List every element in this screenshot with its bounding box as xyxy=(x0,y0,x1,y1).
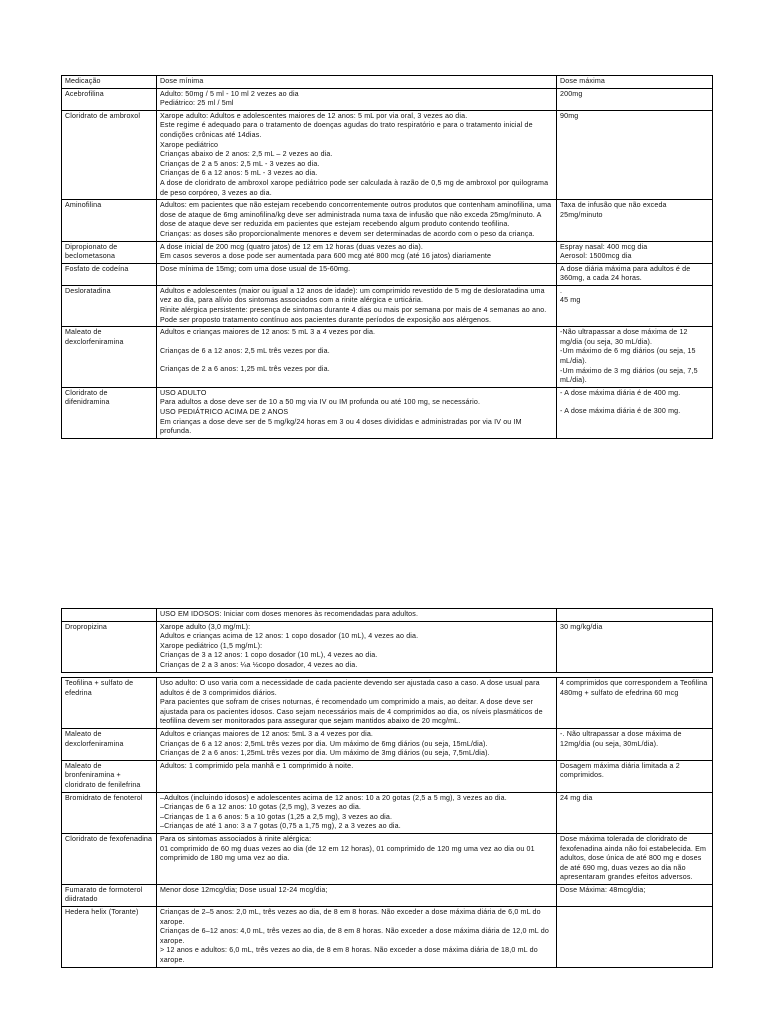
medication-cell xyxy=(62,621,157,672)
medication-cell-text: Cloridrato de ambroxol xyxy=(65,111,141,120)
min-dose-cell-line: A dose de cloridrato de ambroxol xarope pediátrico pode ser calculada à razão de 0,5 mg de ambroxol por quilograma de peso corpóreo, 3 vezes ao dia. xyxy=(160,178,549,197)
min-dose-cell-line: Adultos: em pacientes que não estejam recebendo concorrentemente outros produtos que contenham aminofilina, uma dose de ataque de 6mg aminofilina/kg deve ser administrada numa taxa de infusão que não exceda 25mg/minuto. A dose de ataque deve ser reduzida em pacientes que estejam recebendo algum produto contendo teofilina. xyxy=(160,201,552,229)
medication-cell-text: Teofilina + sulfato de efedrina xyxy=(65,679,134,697)
medication-cell xyxy=(62,88,157,110)
min-dose-cell xyxy=(157,241,557,263)
min-dose-cell-line: Xarope pediátrico (1,5 mg/mL): xyxy=(160,641,263,650)
medication-cell-text: Cloridrato de fexofenadina xyxy=(65,834,153,843)
max-dose-cell-line: 45 mg xyxy=(560,296,581,305)
min-dose-cell-line: USO PEDIÁTRICO ACIMA DE 2 ANOS xyxy=(160,408,289,416)
medication-cell xyxy=(62,792,157,833)
min-dose-cell-line: 01 comprimido de 60 mg duas vezes ao dia (de 12 em 12 horas), 01 comprimido de 120 mg uma vez ao dia ou 01 comprimido de 180 mg uma vez ao dia. xyxy=(160,844,535,863)
table-row xyxy=(62,263,713,285)
min-dose-cell xyxy=(157,387,557,438)
min-dose-cell-line: Crianças de 3 a 12 anos: 1 copo dosador (10 mL), 4 vezes ao dia. xyxy=(160,651,378,660)
max-dose-cell-line: 30 mg/kg/dia xyxy=(560,622,603,631)
table-row xyxy=(62,907,713,968)
column-header xyxy=(157,76,557,89)
max-dose-cell xyxy=(557,327,713,388)
table-3-body xyxy=(62,678,713,968)
medication-cell-text: Maleato de dexclorfeniramina xyxy=(65,729,124,748)
dosage-table-1 xyxy=(61,75,713,439)
column-header-text: Medicação xyxy=(65,77,101,85)
table-row xyxy=(62,792,713,833)
min-dose-cell xyxy=(157,678,557,729)
max-dose-cell-line: Taxa de infusão que não exceda 25mg/minuto xyxy=(560,201,667,219)
max-dose-cell xyxy=(557,609,713,622)
min-dose-cell-line: Para adultos a dose deve ser de 10 a 50 mg via IV ou IM profunda ou até 100 mg, se necessário. xyxy=(160,398,481,407)
medication-cell-text: Dropropizina xyxy=(65,622,108,631)
dosage-table-2 xyxy=(61,608,713,673)
medication-cell xyxy=(62,884,157,906)
medication-cell xyxy=(62,907,157,968)
max-dose-cell-line: - A dose máxima diária é de 300 mg. xyxy=(560,407,681,416)
min-dose-cell xyxy=(157,609,557,622)
min-dose-cell-line: Para pacientes que sofram de crises noturnas, é recomendado um comprimido a mais, ao deitar. A dose deve ser ajustada para os pacientes idosos. Caso sejam necessários mais de 4 comprimidos ao dia, os níveis plasmáticos de teofilina devem ser monitorados para assegurar que sejam mantidos abaixo de 20 mcg/mL. xyxy=(160,698,543,726)
table-row xyxy=(62,88,713,110)
min-dose-cell-line: –Crianças de até 1 ano: 3 a 7 gotas (0,75 a 1,75 mg), 2 a 3 vezes ao dia. xyxy=(160,822,401,831)
max-dose-cell-line: Dosagem máxima diária limitada a 2 comprimidos. xyxy=(560,761,680,780)
max-dose-cell xyxy=(557,907,713,968)
min-dose-cell-line: Para os sintomas associados à rinite alérgica: xyxy=(160,834,312,843)
min-dose-cell xyxy=(157,263,557,285)
min-dose-cell xyxy=(157,884,557,906)
max-dose-cell-line: -Um máximo de 6 mg diários (ou seja, 15 mL/dia). xyxy=(560,347,696,366)
table-row xyxy=(62,760,713,792)
table-2-body xyxy=(62,609,713,673)
max-dose-cell xyxy=(557,88,713,110)
max-dose-cell-line: . xyxy=(560,286,563,295)
min-dose-cell-line: Menor dose 12mcg/dia; Dose usual 12-24 mcg/dia; xyxy=(160,885,328,894)
min-dose-cell-line: A dose inicial de 200 mcg (quatro jatos) de 12 em 12 horas (duas vezes ao dia). xyxy=(160,242,424,251)
table-row xyxy=(62,728,713,760)
min-dose-cell-line: Crianças de 2 a 6 anos: 1,25mL três vezes por dia. Um máximo de 3mg diários (ou seja, 7,5mL/dia). xyxy=(160,749,490,758)
min-dose-cell xyxy=(157,327,557,388)
min-dose-cell-line: Xarope adulto (3,0 mg/mL): xyxy=(160,622,251,631)
max-dose-cell xyxy=(557,833,713,884)
min-dose-cell-line: –Adultos (incluindo idosos) e adolescentes acima de 12 anos: 10 a 20 gotas (2,5 a 5 mg), 3 vezes ao dia. xyxy=(160,793,507,802)
max-dose-cell-line: Espray nasal: 400 mcg dia xyxy=(560,242,648,251)
table-1-body xyxy=(62,76,713,439)
min-dose-cell-line: Em casos severos a dose pode ser aumentada para 600 mcg até 800 mcg (até 16 jatos) diariamente xyxy=(160,252,492,261)
min-dose-cell-line: Crianças de 6 a 12 anos: 5 mL - 3 vezes ao dia. xyxy=(160,169,318,178)
min-dose-cell-line: Crianças de 2 a 5 anos: 2,5 mL - 3 vezes ao dia. xyxy=(160,159,320,168)
min-dose-cell-line: Crianças de 6 a 12 anos: 2,5 mL três vezes por dia. xyxy=(160,346,330,355)
min-dose-cell-line: –Crianças de 6 a 12 anos: 10 gotas (2,5 mg), 3 vezes ao dia. xyxy=(160,803,362,812)
medication-cell xyxy=(62,241,157,263)
max-dose-cell xyxy=(557,678,713,729)
table-row xyxy=(62,110,713,199)
medication-cell xyxy=(62,760,157,792)
medication-cell xyxy=(62,285,157,326)
min-dose-cell-line: > 12 anos e adultos: 6,0 mL, três vezes ao dia, de 8 em 8 horas. Não exceder a dose máxima diária de 18,0 mL do xarope. xyxy=(160,946,538,965)
medication-cell-text: Fumarato de formoterol diidratado xyxy=(65,885,143,904)
min-dose-cell xyxy=(157,792,557,833)
max-dose-cell-line: -. Não ultrapassar a dose máxima de 12mg/dia (ou seja, 30mL/dia). xyxy=(560,729,682,748)
max-dose-cell-line: -Um máximo de 3 mg diários (ou seja, 7,5 mL/dia). xyxy=(560,366,698,385)
min-dose-cell-line: Crianças abaixo de 2 anos: 2,5 mL – 2 vezes ao dia. xyxy=(160,150,333,159)
dosage-table-3 xyxy=(61,677,713,968)
medication-cell-text: Bromidrato de fenoterol xyxy=(65,793,143,802)
max-dose-cell xyxy=(557,241,713,263)
max-dose-cell xyxy=(557,285,713,326)
min-dose-cell xyxy=(157,200,557,241)
max-dose-cell xyxy=(557,387,713,438)
medication-cell xyxy=(62,609,157,622)
min-dose-cell-spacer xyxy=(160,338,553,347)
max-dose-cell-line: Dose Máxima: 48mcg/dia; xyxy=(560,885,646,894)
max-dose-cell-spacer xyxy=(560,398,709,407)
header-row xyxy=(62,76,713,89)
min-dose-cell xyxy=(157,833,557,884)
table-row xyxy=(62,884,713,906)
min-dose-cell xyxy=(157,285,557,326)
min-dose-cell xyxy=(157,110,557,199)
min-dose-cell-line: USO EM IDOSOS: Iniciar com doses menores às recomendadas para adultos. xyxy=(160,610,419,618)
min-dose-cell-line: Crianças: as doses são proporcionalmente menores e devem ser determinadas de acordo com o peso da criança. xyxy=(160,229,535,238)
max-dose-cell xyxy=(557,110,713,199)
min-dose-cell-line: Adulto: 50mg / 5 ml - 10 ml 2 vezes ao dia xyxy=(160,89,299,98)
medication-cell xyxy=(62,200,157,241)
max-dose-cell xyxy=(557,792,713,833)
min-dose-cell-spacer xyxy=(160,356,553,365)
table-row xyxy=(62,387,713,438)
table-row xyxy=(62,833,713,884)
max-dose-cell-line: 4 comprimidos que correspondem a Teofilina 480mg + sulfato de efedrina 60 mcg xyxy=(560,679,708,697)
table-row xyxy=(62,609,713,622)
min-dose-cell xyxy=(157,621,557,672)
medication-cell-text: Maleato de bronfeniramina + cloridrato de fenilefrina xyxy=(65,761,141,789)
table-row xyxy=(62,621,713,672)
max-dose-cell xyxy=(557,884,713,906)
min-dose-cell-line: Dose mínima de 15mg; com uma dose usual de 15-60mg. xyxy=(160,264,351,273)
min-dose-cell-line: Adultos e adolescentes (maior ou igual a 12 anos de idade): um comprimido revestido de 5 mg de desloratadina uma vez ao dia, para alívio dos sintomas associados com a rinite alérgica e urticária. xyxy=(160,286,545,305)
min-dose-cell xyxy=(157,907,557,968)
max-dose-cell-line: 24 mg dia xyxy=(560,793,593,802)
table-row xyxy=(62,285,713,326)
min-dose-cell-line: Crianças de 6–12 anos: 4,0 mL, três vezes ao dia, de 8 em 8 horas. Não exceder a dose máxima diária de 12,0 mL do xarope. xyxy=(160,927,549,945)
max-dose-cell-line: 200mg xyxy=(560,89,583,98)
min-dose-cell-line: Crianças de 6 a 12 anos: 2,5mL três vezes por dia. Um máximo de 6mg diários (ou seja, 15mL/dia). xyxy=(160,739,488,748)
column-header-text: Dose mínima xyxy=(160,77,204,85)
min-dose-cell xyxy=(157,88,557,110)
min-dose-cell-line: Rinite alérgica persistente: presença de sintomas durante 4 dias ou mais por semana por mais de 4 semanas ao ano. Pode ser proposto tratamento contínuo aos pacientes durante períodos de exposição aos alérgenos. xyxy=(160,306,547,324)
medication-cell xyxy=(62,728,157,760)
min-dose-cell-line: Adultos e crianças maiores de 12 anos: 5mL 3 a 4 vezes por dia. xyxy=(160,729,374,738)
min-dose-cell-line: Uso adulto: O uso varia com a necessidade de cada paciente devendo ser ajustada caso a caso. A dose usual para adultos é de 3 comprimidos diários. xyxy=(160,679,540,697)
column-header-text: Dose máxima xyxy=(560,77,606,85)
medication-cell xyxy=(62,327,157,388)
medication-cell-text: Maleato de dexclorfeniramina xyxy=(65,328,124,346)
min-dose-cell-line: Crianças de 2 a 3 anos: ¼a ½copo dosador, 4 vezes ao dia. xyxy=(160,660,358,669)
column-header xyxy=(557,76,713,89)
max-dose-cell xyxy=(557,200,713,241)
table-row xyxy=(62,200,713,241)
max-dose-cell-line: A dose diária máxima para adultos é de 360mg, a cada 24 horas. xyxy=(560,264,691,283)
medication-cell-text: Dipropionato de beclometasona xyxy=(65,242,118,261)
medication-cell xyxy=(62,678,157,729)
medication-cell-text: Cloridrato de difenidramina xyxy=(65,388,110,407)
min-dose-cell-line: USO ADULTO xyxy=(160,388,207,397)
min-dose-cell-line: Este regime é adequado para o tratamento de doenças agudas do trato respiratório e para o tratamento inicial de condições crônicas até 14dias. xyxy=(160,121,533,139)
max-dose-cell-line: Dose máxima tolerada de cloridrato de fexofenadina ainda não foi estabelecida. Em adultos, dose única de até 800 mg e doses de até 690 mg, duas vezes ao dia não apresentaram grandes efeitos adversos. xyxy=(560,834,707,882)
medication-cell-text: Desloratadina xyxy=(65,286,111,295)
max-dose-cell xyxy=(557,621,713,672)
min-dose-cell-line: Em crianças a dose deve ser de 5 mg/kg/24 horas em 3 ou 4 doses divididas e administradas por via IV ou IM profunda. xyxy=(160,417,522,436)
min-dose-cell-line: Crianças de 2–5 anos: 2,0 mL, três vezes ao dia, de 8 em 8 horas. Não exceder a dose máxima diária de 6,0 mL do xarope. xyxy=(160,908,541,926)
medication-cell-text: Hedera helix (Torante) xyxy=(65,908,139,917)
table-row xyxy=(62,241,713,263)
table-row xyxy=(62,678,713,729)
min-dose-cell-line: Adultos: 1 comprimido pela manhã e 1 comprimido à noite. xyxy=(160,761,354,770)
medication-cell xyxy=(62,387,157,438)
medication-cell-text: Fosfato de codeína xyxy=(65,264,129,273)
max-dose-cell-line: Aerosol: 1500mcg dia xyxy=(560,252,632,261)
min-dose-cell-line: –Crianças de 1 a 6 anos: 5 a 10 gotas (1,25 a 2,5 mg), 3 vezes ao dia. xyxy=(160,812,393,821)
medication-cell xyxy=(62,263,157,285)
column-header xyxy=(62,76,157,89)
max-dose-cell xyxy=(557,263,713,285)
min-dose-cell xyxy=(157,728,557,760)
max-dose-cell-line: -Não ultrapassar a dose máxima de 12 mg/dia (ou seja, 30 mL/dia). xyxy=(560,328,688,346)
min-dose-cell-line: Crianças de 2 a 6 anos: 1,25 mL três vezes por dia. xyxy=(160,365,330,374)
min-dose-cell-line: Xarope pediátrico xyxy=(160,140,219,149)
medication-cell-text: Acebrofilina xyxy=(65,89,104,98)
medication-cell-text: Aminofilina xyxy=(65,201,102,210)
min-dose-cell-line: Pediátrico: 25 ml / 5ml xyxy=(160,99,234,108)
medication-cell xyxy=(62,110,157,199)
table-row xyxy=(62,327,713,388)
medication-cell xyxy=(62,833,157,884)
max-dose-cell xyxy=(557,728,713,760)
min-dose-cell-line: Adultos e crianças acima de 12 anos: 1 copo dosador (10 mL), 4 vezes ao dia. xyxy=(160,632,419,641)
max-dose-cell xyxy=(557,760,713,792)
min-dose-cell-line: Adultos e crianças maiores de 12 anos: 5 mL 3 a 4 vezes por dia. xyxy=(160,328,376,337)
max-dose-cell-line: - A dose máxima diária é de 400 mg. xyxy=(560,388,681,397)
min-dose-cell xyxy=(157,760,557,792)
max-dose-cell-line: 90mg xyxy=(560,111,579,120)
min-dose-cell-line: Xarope adulto: Adultos e adolescentes maiores de 12 anos: 5 mL por via oral, 3 vezes ao dia. xyxy=(160,111,468,120)
